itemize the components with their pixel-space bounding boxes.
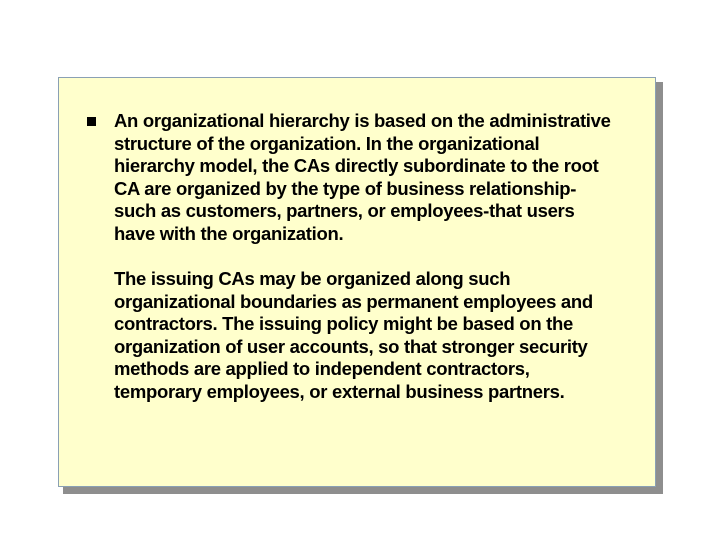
- paragraph-issuing-cas: The issuing CAs may be organized along such organizational boundaries as permanent employees and contractors. The issuing policy might be based on the organization of user accounts, so that stronger security methods are applied to independent contractors, temporary employees, or external business partners.: [114, 268, 593, 402]
- bullet-item: [87, 110, 647, 403]
- paragraph-organizational-hierarchy: An organizational hierarchy is based on the administrative structure of the organization. In the organizational hierarchy model, the CAs directly subordinate to the root CA are organized by the type of business relationship- such as customers, partners, or employees-that users have with the organization.: [114, 110, 611, 244]
- content-card: [58, 77, 656, 487]
- square-bullet-icon: [87, 117, 96, 126]
